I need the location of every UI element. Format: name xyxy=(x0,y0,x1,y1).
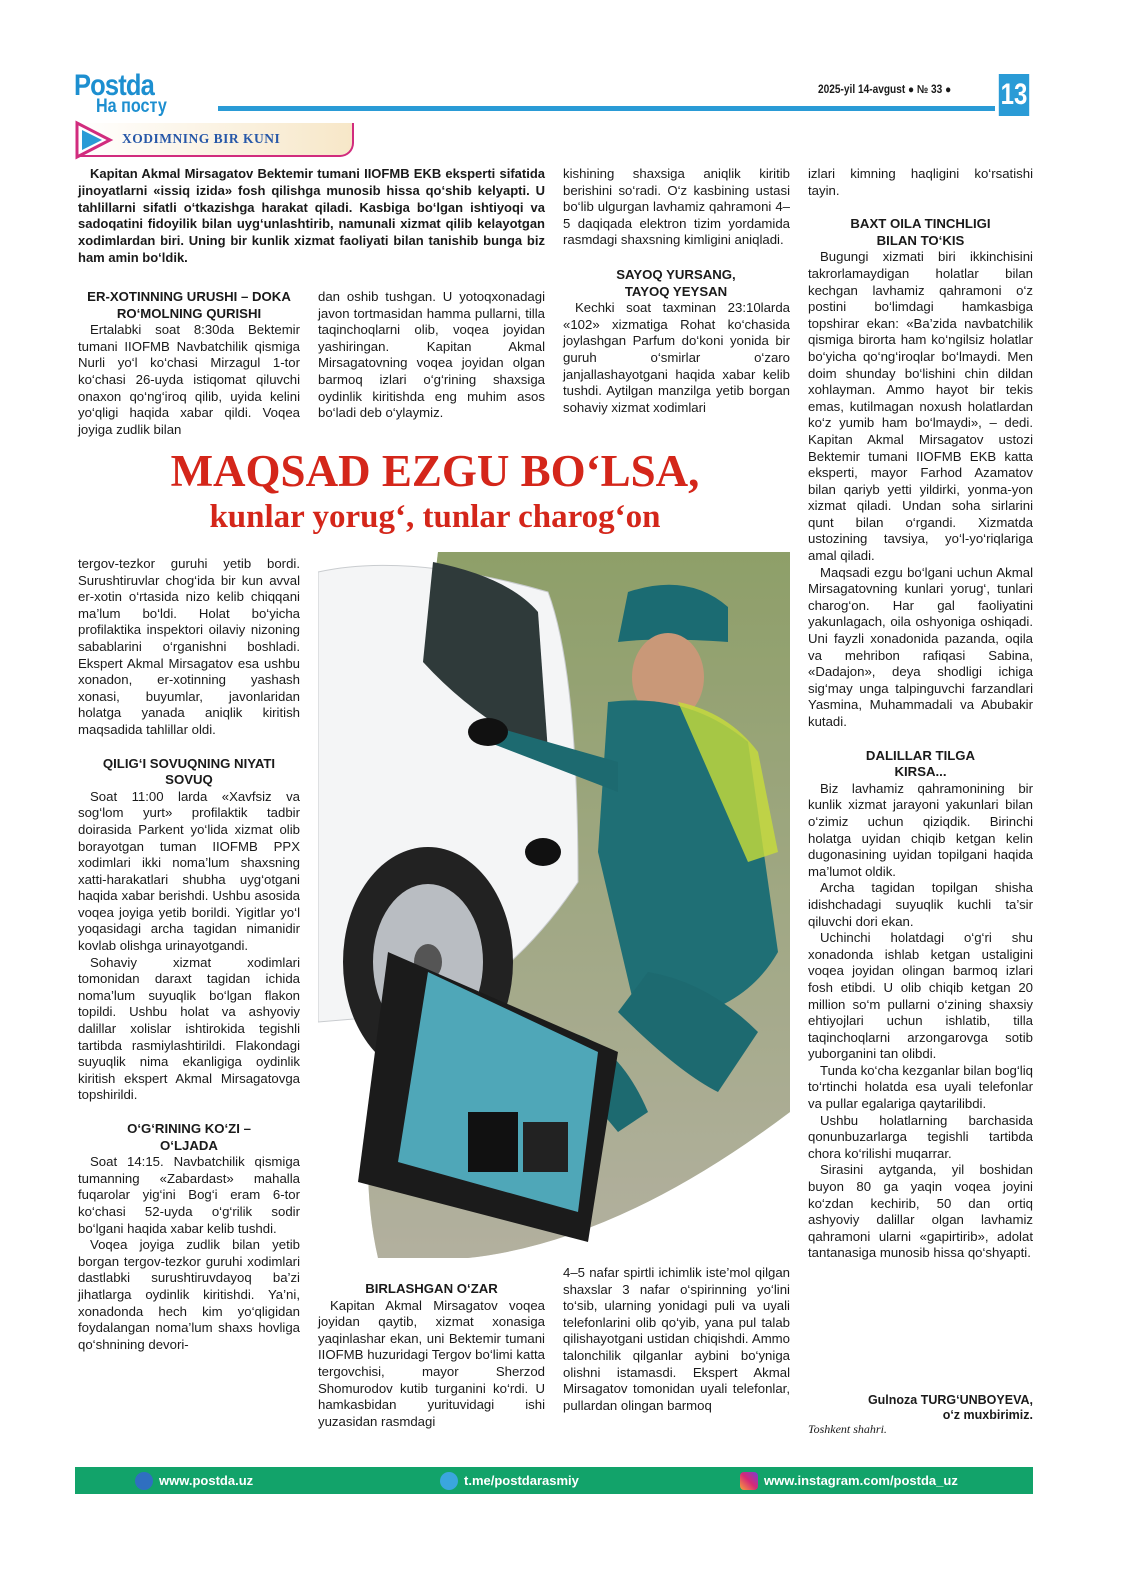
paragraph: Ertalabki soat 8:30da Bektemir tumani IIOFMB Navbatchilik qismiga Nurli yo‘l ko‘chasi Mirzagul 1-tor ko‘chasi 26-uyda istiqomat qiluvchi onaxon qo‘ng‘iroq qilib, uyida kelini yo‘qligi haqida xabar qildi. Voqea joyiga zudlik bilan xyxy=(78,322,300,437)
bullet: ● xyxy=(908,84,915,96)
author-name: Gulnoza TURG‘UNBOYEVA, xyxy=(867,1393,1033,1407)
column-1-top xyxy=(78,289,300,438)
section-heading: ER-XOTINNING URUSHI – DOKA RO‘MOLNING QURISHI xyxy=(87,289,291,321)
paragraph: 4–5 nafar spirtli ichimlik iste’mol qilgan shaxslar 3 nafar o‘spirinning yo‘lini to‘sib, ularning yonidagi puli va uyali telefonlarini olib qo‘yib, yana pul talab qilishayotgani ustidan chiqishdi. Ammo talonchilik qilganlar aybini bo‘yniga olishni istamasdi. Ekspert Akmal Mirsagatov tomonidan uyali telefonlar, pullardan olingan barmoq xyxy=(563,1265,790,1413)
paragraph: kishining shaxsiga aniqlik kiritib berishini so‘radi. O‘z kasbining ustasi bo‘lib ulgurgan lavhamiz qahramoni 4–5 daqiqada elektron tizim yordamida rasmdagi shaxsning kimligini aniqladi. xyxy=(563,166,790,248)
headline: MAQSAD EZGU BO‘LSA, xyxy=(170,446,700,496)
paragraph: Bugungi xizmati biri ikkinchisini takrorlamaydigan holatlar bilan kechgan lavhamiz qahramoni o‘z postini bo‘limdagi hamkasbiga topshirar ekan: «Ba’zida navbatchilik qismiga birorta ham ko‘ngilsiz holatlar bo‘yicha qo‘ng‘iroqlar bo‘lmaydi. Men doim shunday bo‘lishini chin dildan xohlayman. Ammo hayot bir tekis emas, kutilmagan noxush holatlardan ko‘z yumib ham bo‘lmaydi», – dedi. Kapitan Akmal Mirsagatov ustozi Bektemir tumani IIOFMB EKB katta eksperti, mayor Farhod Azamatov bilan qariyb yetti yildirki, yonma-yon xizmat qiladi. Undan soha sirlarini qunt bilan o‘rgandi. Xizmatda ustozining tavsiya, yo‘l-yo‘riqlariga amal qiladi. xyxy=(808,249,1033,564)
issue-date: 2025-yil 14-avgust xyxy=(818,84,906,96)
instagram-url: www.instagram.com/postda_uz xyxy=(764,1473,958,1488)
section-heading: BAXT OILA TINCHLIGI BILAN TO‘KIS xyxy=(850,216,991,248)
section-heading: QILIG‘I SOVUQNING NIYATI SOVUQ xyxy=(102,755,276,788)
paragraph: dan oshib tushgan. U yotoqxonadagi javon tortmasidan hamma pullarni, tilla taqinchoqlarni olib, voqea joyidan yashiringan. Kapitan Akmal Mirsagatovning voqea joyidan olgan barmoq izlari o‘g‘rining shaxsiga oydinlik kiritishda eng muhim asos bo‘ladi deb o‘ylaymiz. xyxy=(318,289,545,421)
photo-forensic-expert xyxy=(318,552,790,1258)
column-2-lower xyxy=(318,1281,545,1430)
lead-paragraph: Kapitan Akmal Mirsagatov Bektemir tumani IIOFMB EKB eksperti sifatida jinoyatlarni «issiq izida» fosh qilishga munosib hissa qo‘shib kelyapti. U tahlillarni sifatli o‘tkazishga harakat qiladi. Kasbiga bo‘lgan ishtiyoqi va sadoqatini fidoyilik bilan uyg‘unlashtirib, namunali xizmat qilib kelayotgan xodimlardan biri. Uning bir kunlik xizmat faoliyati bilan tanishib bunga biz ham amin bo‘ldik. xyxy=(78,166,545,265)
triangle-arrow-icon xyxy=(74,120,114,160)
article-lead xyxy=(78,166,545,267)
paragraph: Soat 11:00 larda «Xavfsiz va sog‘lom yurt» profilaktik tadbir doirasida Parkent yo‘lida xizmat olib borayotgan tuman IIOFMB PPX xodimlari ikki noma’lum shaxsning xatti-harakatlari shubha uyg‘otgani haqida xabar berishdi. Ushbu asosida voqea joyiga yetib borildi. Yigitlar yo‘l yoqasidagi archa tagidan nimanidir kovlab olishga urinayotgandi. xyxy=(78,788,300,954)
rubric-label: XODIMNING BIR KUNI xyxy=(122,131,281,146)
subheadline: kunlar yorug‘, tunlar charog‘on xyxy=(209,499,661,535)
paragraph: Biz lavhamiz qahramonining bir kunlik xizmat jarayoni yakunlari bilan o‘zimiz uchun qiziqdik. Birinchi holatga uyidan chiqib ketgan kelin dugonasining uyidan topilgani haqida ma’lumot oldik. xyxy=(808,780,1033,879)
paragraph: izlari kimning haqligini ko‘rsatishi tayin. xyxy=(808,166,1033,198)
section-heading: BIRLASHGAN O‘ZAR xyxy=(365,1281,498,1296)
issue-dateline xyxy=(818,84,951,96)
footer-instagram-link[interactable] xyxy=(740,1467,958,1494)
paragraph: Voqea joyiga zudlik bilan yetib borgan tergov-tezkor guruhi xodimlari dastlabki surushtiruvdayoq ba’zi jihatlarga oydinlik kiritishdi. Ya’ni, xonadonda hech kim yo‘qligidan foydalangan noma’lum shaxs hovliga qo‘shnining devori- xyxy=(78,1237,300,1352)
column-3-lower xyxy=(563,1265,790,1414)
byline xyxy=(808,1393,1033,1423)
section-heading: O‘G‘RINING KO‘ZI – O‘LJADA xyxy=(127,1121,251,1153)
header-rule xyxy=(218,106,995,111)
column-3-top xyxy=(563,166,790,416)
telegram-url: t.me/postdarasmiy xyxy=(464,1473,579,1488)
page-number: 13 xyxy=(999,74,1029,116)
section-heading: SAYOQ YURSANG, TAYOQ YEYSAN xyxy=(616,266,736,299)
paragraph: Tunda ko‘cha kezganlar bilan bog‘liq to‘rtinchi holatda esa uyali telefonlar va pullar egalariga qaytarilibdi. xyxy=(808,1062,1033,1112)
paragraph: Kechki soat taxminan 23:10larda «102» xizmatiga Rohat ko‘chasida joylashgan Parfum do‘koni yonida bir guruh o‘smirlar o‘zaro janjallashayotgani haqida xabar kelib tushdi. Aytilgan manzilga yetib borgan sohaviy xizmat xodimlari xyxy=(563,300,790,415)
paragraph: Maqsadi ezgu bo‘lgani uchun Akmal Mirsagatovning kunlari yorug‘, tunlari charog‘on. Har gal faoliyatini yakunlagach, oila oshyoniga oshiqadi. Uni fayzli xonadonida pazanda, oqila va mehribon rafiqasi Sabina, «Dadajon», deya shodligi ichiga sig‘may unga talpinguvchi farzandlari Yasmina, Muhammadali va Abubakir kutadi. xyxy=(808,564,1033,729)
telegram-icon xyxy=(440,1472,458,1490)
paragraph: Sohaviy xizmat xodimlari tomonidan daraxt tagidan ichida noma’lum suyuqlik bo‘lgan flakon topildi. Ushbu holat va ashyoviy dalillar xolislar ishtirokida tegishli tartibda rasmiylashtirildi. Flakondagi suyuqlik nima ekanligiga oydinlik kiritish ekspert Akmal Mirsagatovga topshirildi. xyxy=(78,954,300,1103)
paragraph: Soat 14:15. Navbatchilik qismiga tumanning «Zabardast» mahalla fuqarolar yig‘ini Bog‘i eram 6-tor ko‘chasi 52-uyda o‘g‘rilik sodir bo‘lgani haqida xabar kelib tushdi. xyxy=(78,1154,300,1236)
paragraph: Uchinchi holatdagi o‘g‘ri shu xonadonda ishlab ketgan ustaligini voqea joyidan olingan barmoq izlari fosh etibdi. U olib chiqib ketgan 20 million so‘m pullarni o‘zining shaxsiy ehtiyojlari uchun ishlatib, tilla taqinchoqlarni arzongarovga sotib yuborganini tan olibdi. xyxy=(808,930,1033,1062)
instagram-icon xyxy=(740,1472,758,1490)
logo-subtitle: На посту xyxy=(96,96,167,117)
paragraph: Ushbu holatlarning barchasida qonunbuzarlarga tegishli tartibda chora ko‘rilishi muqarrar. xyxy=(808,1112,1033,1161)
bullet: ● xyxy=(945,84,952,96)
footer-telegram-link[interactable] xyxy=(440,1467,579,1494)
dateline-location: Toshkent shahri. xyxy=(808,1422,887,1436)
globe-icon xyxy=(135,1472,153,1490)
column-2-top xyxy=(318,289,545,422)
author-role: o‘z muxbirimiz. xyxy=(942,1408,1033,1422)
paragraph: tergov-tezkor guruhi yetib bordi. Surushtiruvlar chog‘ida bir kun avval er-xotin o‘rtasida nizo kelib chiqqani ma’lum bo‘ldi. Holat bo‘yicha profilaktika inspektori oilaviy nizoning sabablarini o‘rganishni boshladi. Ekspert Akmal Mirsagatov esa ushbu xonadon, er-xotinning yashash xonasi, buyumlar, javonlaridan holatga yanada aniqlik kiritish maqsadida tahlillar oldi. xyxy=(78,556,300,737)
paragraph: Kapitan Akmal Mirsagatov voqea joyidan qaytib, xizmat xonasiga yaqinlashar ekan, uni Bektemir tumani IIOFMB huzuridagi Tergov bo‘limi katta tergovchisi, mayor Sherzod Shomurodov kutib turganini ko‘rdi. U hamkasbidan yurituvidagi ishi yuzasidan rasmdagi xyxy=(318,1297,545,1429)
paragraph: Sirasini aytganda, yil boshidan buyon 80 ga yaqin voqea joyini ko‘zdan kechirib, 50 dan ortiq ashyoviy dalillar olgan lavhamiz qahramoni ularni «gapirtirib», adolat tantanasiga munosib hissa qo‘shyapti. xyxy=(808,1162,1033,1261)
column-1-lower xyxy=(78,556,300,1353)
column-4 xyxy=(808,166,1033,1262)
logo-postda: Postda xyxy=(74,69,154,102)
footer-bar xyxy=(75,1467,1033,1494)
website-url: www.postda.uz xyxy=(159,1473,254,1488)
section-heading: DALILLAR TILGA KIRSA... xyxy=(865,747,976,780)
paragraph: Archa tagidan topilgan shisha idishchadagi suyuqlik kuchli ta’sir qiluvchi dori ekan. xyxy=(808,880,1033,929)
footer-website-link[interactable] xyxy=(135,1467,253,1494)
issue-number: № 33 xyxy=(916,84,943,96)
